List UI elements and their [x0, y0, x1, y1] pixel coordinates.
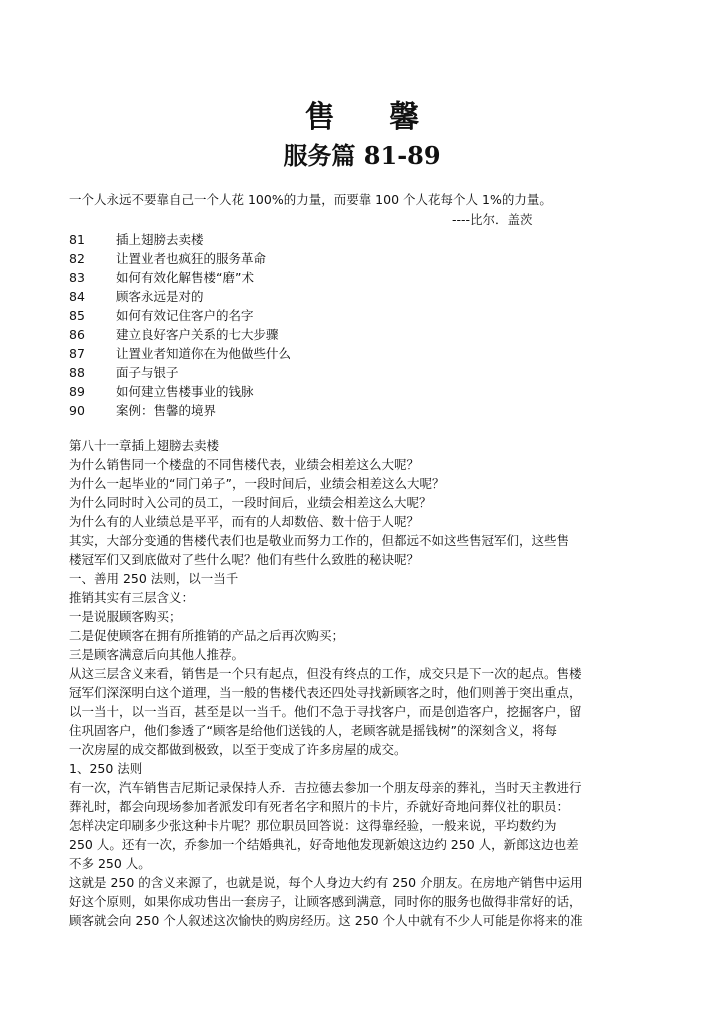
toc-number: 90	[69, 403, 85, 418]
toc-title: 让置业者也疯狂的服务革命	[116, 251, 267, 266]
body-line: 不多 250 人。	[69, 856, 151, 871]
toc-title: 让置业者知道你在为他做些什么	[116, 346, 292, 361]
chapter-body	[69, 436, 643, 930]
toc-number: 87	[69, 346, 85, 361]
body-line: 为什么一起毕业的“同门弟子”，一段时间后，业绩会相差这么大呢？	[69, 476, 445, 491]
body-line: 顾客就会向 250 个人叙述这次愉快的购房经历。这 250 个人中就有不少人可能是你将来的准	[69, 913, 583, 928]
body-line: 为什么销售同一个楼盘的不同售楼代表，业绩会相差这么大呢？	[69, 457, 420, 472]
body-line: 三是顾客满意后向其他人推荐。	[69, 647, 245, 662]
toc-number: 83	[69, 270, 85, 285]
toc-item	[69, 249, 629, 268]
body-line: 葬礼时，都会向现场参加者派发印有死者名字和照片的卡片，乔就好奇地问葬仪社的职员：	[69, 799, 570, 814]
chapter-heading: 第八十一章插上翅膀去卖楼	[69, 438, 220, 453]
section-heading: 一、善用 250 法则，以一当千	[69, 571, 239, 586]
body-line: 怎样决定印刷多少张这种卡片呢？那位职员回答说：这得靠经验，一般来说，平均数约为	[69, 818, 557, 833]
body-line: 一是说服顾客购买；	[69, 609, 182, 624]
toc-title: 如何有效化解售楼“磨”术	[116, 270, 254, 285]
table-of-contents	[69, 230, 629, 420]
subsection-heading: 1、250 法则	[69, 761, 143, 776]
toc-title: 面子与银子	[116, 365, 179, 380]
body-line: 有一次，汽车销售吉尼斯记录保持人乔．吉拉德去参加一个朋友母亲的葬礼，当时天主教进行	[69, 780, 582, 795]
toc-item	[69, 363, 629, 382]
toc-title: 顾客永远是对的	[116, 289, 204, 304]
body-line: 为什么同时时入公司的员工，一段时间后，业绩会相差这么大呢？	[69, 495, 432, 510]
epigraph-attribution: ----比尔．盖茨	[452, 212, 533, 227]
toc-item	[69, 325, 629, 344]
toc-item	[69, 268, 629, 287]
body-line: 从这三层含义来看，销售是一个只有起点，但没有终点的工作，成交只是下一次的起点。售楼	[69, 666, 582, 681]
toc-number: 89	[69, 384, 85, 399]
body-line: 冠军们深深明白这个道理，当一般的售楼代表还四处寻找新顾客之时，他们则善于突出重点，	[69, 685, 582, 700]
toc-title: 如何有效记住客户的名字	[116, 308, 254, 323]
toc-title: 如何建立售楼事业的钱脉	[116, 384, 254, 399]
page-subtitle: 服务篇 81-89	[283, 141, 441, 170]
toc-title: 案例：售馨的境界	[116, 403, 217, 418]
body-line: 250 人。还有一次，乔参加一个结婚典礼，好奇地他发现新娘这边约 250 人，新郎这边也差	[69, 837, 579, 852]
toc-item	[69, 230, 629, 249]
page-title: 售 馨	[304, 100, 442, 135]
toc-item	[69, 306, 629, 325]
toc-item	[69, 344, 629, 363]
toc-number: 81	[69, 232, 85, 247]
toc-item	[69, 382, 629, 401]
body-line: 这就是 250 的含义来源了，也就是说，每个人身边大约有 250 介朋友。在房地产销售中运用	[69, 875, 583, 890]
body-line: 好这个原则，如果你成功售出一套房子，让顾客感到满意，同时你的服务也做得非常好的话，	[69, 894, 582, 909]
body-line: 为什么有的人业绩总是平平，而有的人却数倍、数十倍于人呢？	[69, 514, 420, 529]
body-line: 楼冠军们又到底做对了些什么呢？他们有些什么致胜的秘诀呢？	[69, 552, 420, 567]
body-line: 住巩固客户，他们参透了“顾客是给他们送钱的人，老顾客就是摇钱树”的深刻含义，将每	[69, 723, 557, 738]
toc-title: 建立良好客户关系的七大步骤	[116, 327, 279, 342]
toc-number: 84	[69, 289, 85, 304]
toc-number: 86	[69, 327, 85, 342]
toc-item	[69, 287, 629, 306]
epigraph-quote: 一个人永远不要靠自己一个人花 100%的力量，而要靠 100 个人花每个人 1%的力量。	[69, 192, 552, 207]
body-line: 一次房屋的成交都做到极致，以至于变成了许多房屋的成交。	[69, 742, 407, 757]
body-line: 二是促使顾客在拥有所推销的产品之后再次购买；	[69, 628, 345, 643]
toc-item	[69, 401, 629, 420]
body-line: 其实，大部分变通的售楼代表们也是敬业而努力工作的，但都远不如这些售冠军们，这些售	[69, 533, 570, 548]
toc-number: 88	[69, 365, 85, 380]
body-line: 推销其实有三层含义：	[69, 590, 195, 605]
toc-number: 85	[69, 308, 85, 323]
body-line: 以一当十，以一当百，甚至是以一当千。他们不急于寻找客户，而是创造客户，挖掘客户，留	[69, 704, 582, 719]
toc-number: 82	[69, 251, 85, 266]
toc-title: 插上翅膀去卖楼	[116, 232, 204, 247]
